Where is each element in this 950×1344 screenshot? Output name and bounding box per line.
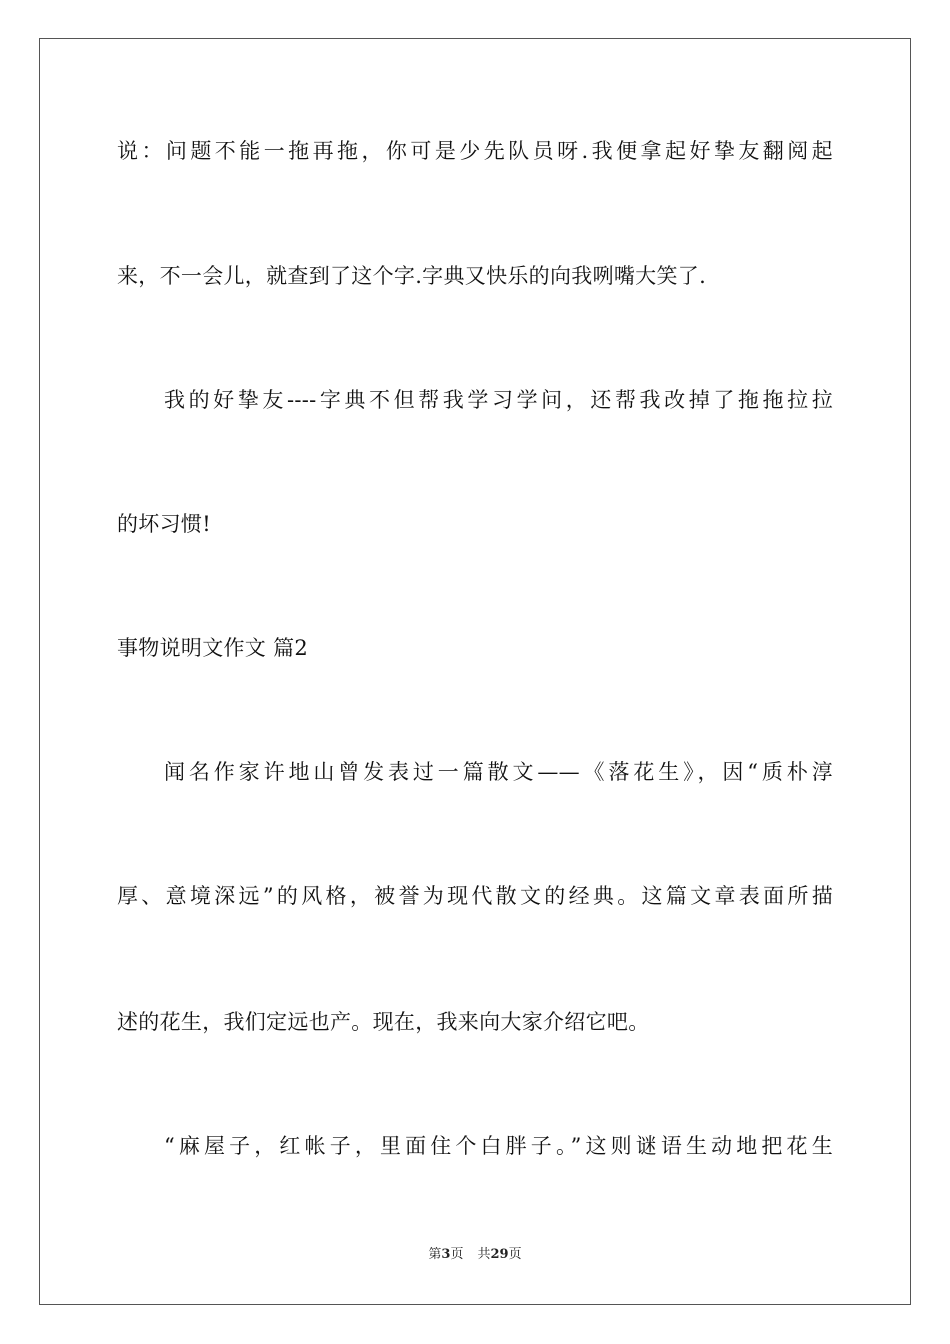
text-line-3: 我的好挚友----字典不但帮我学习学问，还帮我改掉了拖拖拉拉 [164, 388, 833, 412]
footer-page-suffix: 页 [450, 1247, 464, 1262]
footer-page-number: 3 [441, 1247, 451, 1262]
footer-page-prefix: 第 [428, 1247, 442, 1262]
page-footer [0, 1246, 950, 1264]
footer-total-prefix: 共 [477, 1247, 491, 1262]
section-heading: 事物说明文作文 篇2 [117, 636, 309, 660]
text-line-2: 来，不一会儿，就查到了这个字.字典又快乐的向我咧嘴大笑了. [117, 264, 707, 288]
text-line-1: 说：问题不能一拖再拖，你可是少先队员呀.我便拿起好挚友翻阅起 [117, 139, 833, 163]
text-line-4: 的坏习惯! [117, 512, 211, 536]
page-border [39, 38, 911, 1305]
text-line-7: 厚、意境深远”的风格，被誉为现代散文的经典。这篇文章表面所描 [117, 884, 833, 908]
text-line-8: 述的花生，我们定远也产。现在，我来向大家介绍它吧。 [117, 1010, 650, 1034]
text-line-6: 闻名作家许地山曾发表过一篇散文——《落花生》，因“质朴淳 [164, 760, 833, 784]
footer-total-pages: 29 [490, 1247, 509, 1262]
footer-total-suffix: 页 [508, 1247, 522, 1262]
text-line-9: “麻屋子，红帐子，里面住个白胖子。”这则谜语生动地把花生 [164, 1134, 833, 1158]
